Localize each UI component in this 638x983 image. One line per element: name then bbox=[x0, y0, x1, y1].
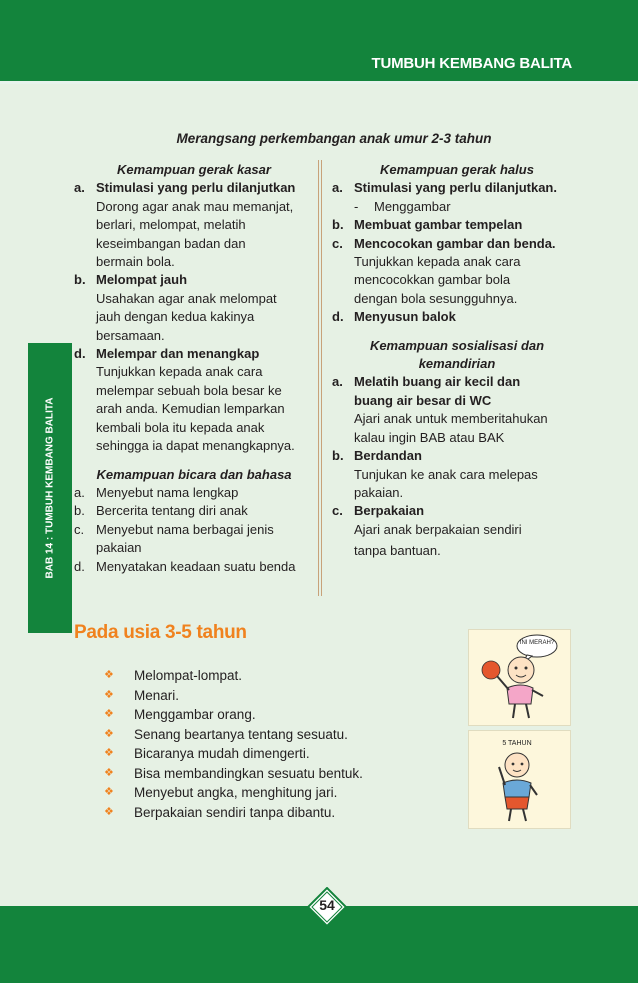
item-marker: c. bbox=[74, 521, 85, 537]
list-item bbox=[74, 521, 314, 539]
child-5-tahun-illustration bbox=[468, 730, 571, 829]
diamond-bullet-icon: ❖ bbox=[104, 786, 114, 798]
item-title: Membuat gambar tempelan bbox=[354, 217, 523, 233]
diamond-bullet-icon: ❖ bbox=[104, 727, 114, 740]
list-item bbox=[332, 373, 582, 391]
diamond-bullet-icon: ❖ bbox=[104, 805, 114, 818]
item-marker: b. bbox=[332, 217, 344, 233]
list-item bbox=[332, 235, 582, 253]
item-text: berlari, melompat, melatih bbox=[96, 217, 246, 233]
column-divider bbox=[318, 160, 322, 596]
list-item bbox=[332, 447, 582, 465]
item-title: Mencocokan gambar dan benda. bbox=[354, 235, 556, 251]
diamond-bullet-icon: ❖ bbox=[104, 747, 114, 759]
item-title: Menyusun balok bbox=[354, 309, 456, 325]
bullet-text: Bicaranya mudah dimengerti. bbox=[134, 746, 310, 761]
item-text: Tunjukkan kepada anak cara bbox=[96, 364, 263, 380]
item-title: Stimulasi yang perlu dilanjutkan bbox=[96, 180, 296, 196]
item-text: Menyatakan keadaan suatu benda bbox=[96, 558, 296, 574]
item-text: kembali bola itu kepada anak bbox=[96, 419, 265, 435]
item-text: pakaian. bbox=[354, 484, 404, 500]
item-text: dengan bola sesungguhnya. bbox=[354, 290, 518, 306]
list-item bbox=[74, 179, 314, 197]
item-title: Berdandan bbox=[354, 448, 422, 464]
item-text: pakaian bbox=[96, 540, 142, 556]
child-drawing bbox=[469, 731, 570, 828]
dash-item bbox=[332, 198, 582, 216]
right-column bbox=[332, 161, 582, 561]
list-item bbox=[332, 179, 582, 197]
usia-section-title: Pada usia 3-5 tahun bbox=[74, 622, 247, 643]
bullet-text: Menggambar orang. bbox=[134, 707, 256, 722]
item-marker: d. bbox=[74, 346, 86, 362]
item-text: keseimbangan badan dan bbox=[96, 235, 246, 251]
item-text: bermain bola. bbox=[96, 254, 175, 270]
item-text: Tunjukkan kepada anak cara bbox=[354, 254, 521, 270]
speech-bubble-text: INI MERAH? bbox=[519, 640, 555, 646]
item-text: kalau ingin BAB atau BAK bbox=[354, 429, 505, 445]
usia-bullet-list bbox=[104, 666, 363, 822]
item-title: Stimulasi yang perlu dilanjutkan. bbox=[354, 180, 557, 196]
gerak-kasar-heading: Kemampuan gerak kasar bbox=[117, 162, 271, 177]
bullet-text: Senang beartanya tentang sesuatu. bbox=[134, 726, 348, 742]
side-tab-label: BAB 14 : TUMBUH KEMBANG BALITA bbox=[44, 397, 56, 579]
item-title: Melatih buang air kecil dan bbox=[354, 374, 521, 390]
bicara-bahasa-heading: Kemampuan bicara dan bahasa bbox=[96, 466, 292, 482]
diamond-bullet-icon: ❖ bbox=[104, 766, 114, 779]
list-item bbox=[332, 308, 582, 326]
list-item bbox=[104, 725, 363, 745]
item-marker: c. bbox=[332, 235, 343, 251]
item-text: Ajari anak untuk memberitahukan bbox=[354, 411, 548, 427]
list-item bbox=[332, 502, 582, 520]
item-title-cont: buang air besar di WC bbox=[354, 392, 492, 408]
list-item bbox=[104, 705, 363, 725]
bullet-text: Berpakaian sendiri tanpa dibantu. bbox=[134, 804, 336, 820]
item-text: mencocokkan gambar bola bbox=[354, 272, 511, 288]
sosialisasi-heading: Kemampuan sosialisasi dan bbox=[369, 337, 545, 353]
item-marker: a. bbox=[332, 180, 343, 196]
sosialisasi-heading-line2: kemandirian bbox=[418, 356, 496, 372]
list-item bbox=[332, 216, 582, 234]
bullet-text: Bisa membandingkan sesuatu bentuk. bbox=[134, 765, 363, 781]
item-text: Menyebut nama lengkap bbox=[96, 484, 239, 500]
item-text: Tunjukan ke anak cara melepas bbox=[354, 466, 538, 482]
item-marker: b. bbox=[74, 272, 86, 288]
item-text: bersamaan. bbox=[96, 327, 165, 343]
illustration-caption: 5 TAHUN bbox=[502, 740, 532, 747]
item-marker: a. bbox=[74, 180, 85, 196]
list-item bbox=[74, 558, 314, 576]
item-title: Melompat jauh bbox=[96, 272, 188, 288]
list-item bbox=[104, 783, 363, 803]
item-text: Menggambar bbox=[374, 198, 451, 214]
left-column bbox=[74, 161, 314, 576]
list-item bbox=[74, 271, 314, 289]
dash-marker: - bbox=[354, 198, 359, 214]
item-marker: a. bbox=[332, 374, 343, 390]
diamond-bullet-icon: ❖ bbox=[104, 669, 114, 681]
list-item bbox=[104, 764, 363, 784]
child-ball-drawing bbox=[469, 630, 570, 725]
list-item bbox=[104, 666, 363, 686]
item-text: tanpa bantuan. bbox=[354, 543, 441, 559]
header-title: TUMBUH KEMBANG BALITA bbox=[371, 55, 572, 72]
item-marker: a. bbox=[74, 484, 85, 500]
list-item bbox=[104, 803, 363, 823]
side-tab-margin bbox=[0, 343, 28, 633]
bullet-text: Melompat-lompat. bbox=[134, 668, 243, 683]
item-marker: c. bbox=[332, 503, 343, 519]
item-title: Melempar dan menangkap bbox=[96, 346, 260, 362]
diamond-bullet-icon: ❖ bbox=[104, 688, 114, 701]
list-item bbox=[104, 686, 363, 706]
item-text: Menyebut nama berbagai jenis bbox=[96, 521, 274, 537]
bullet-text: Menari. bbox=[134, 687, 180, 703]
child-ball-illustration bbox=[468, 629, 571, 726]
item-title: Berpakaian bbox=[354, 503, 425, 519]
item-text: melempar sebuah bola besar ke bbox=[96, 382, 282, 398]
item-marker: b. bbox=[74, 503, 85, 519]
list-item bbox=[74, 484, 314, 502]
item-marker: d. bbox=[74, 558, 85, 574]
page-number: 54 bbox=[319, 897, 335, 913]
section-title: Merangsang perkembangan anak umur 2-3 tahun bbox=[176, 131, 492, 146]
item-text: Dorong agar anak mau memanjat, bbox=[96, 198, 294, 214]
list-item bbox=[74, 502, 314, 520]
item-text: sehingga ia dapat menangkapnya. bbox=[96, 438, 295, 454]
item-text: Usahakan agar anak melompat bbox=[96, 290, 277, 306]
item-text: arah anda. Kemudian lemparkan bbox=[96, 401, 285, 417]
item-marker: d. bbox=[332, 309, 344, 325]
list-item bbox=[104, 744, 363, 764]
item-marker: b. bbox=[332, 448, 344, 464]
diamond-bullet-icon: ❖ bbox=[104, 708, 114, 720]
list-item bbox=[74, 345, 314, 363]
item-text: jauh dengan kedua kakinya bbox=[96, 309, 255, 325]
item-text: Bercerita tentang diri anak bbox=[96, 503, 248, 519]
gerak-halus-heading: Kemampuan gerak halus bbox=[380, 162, 534, 177]
bullet-text: Menyebut angka, menghitung jari. bbox=[134, 785, 338, 800]
item-text: Ajari anak berpakaian sendiri bbox=[354, 521, 522, 537]
